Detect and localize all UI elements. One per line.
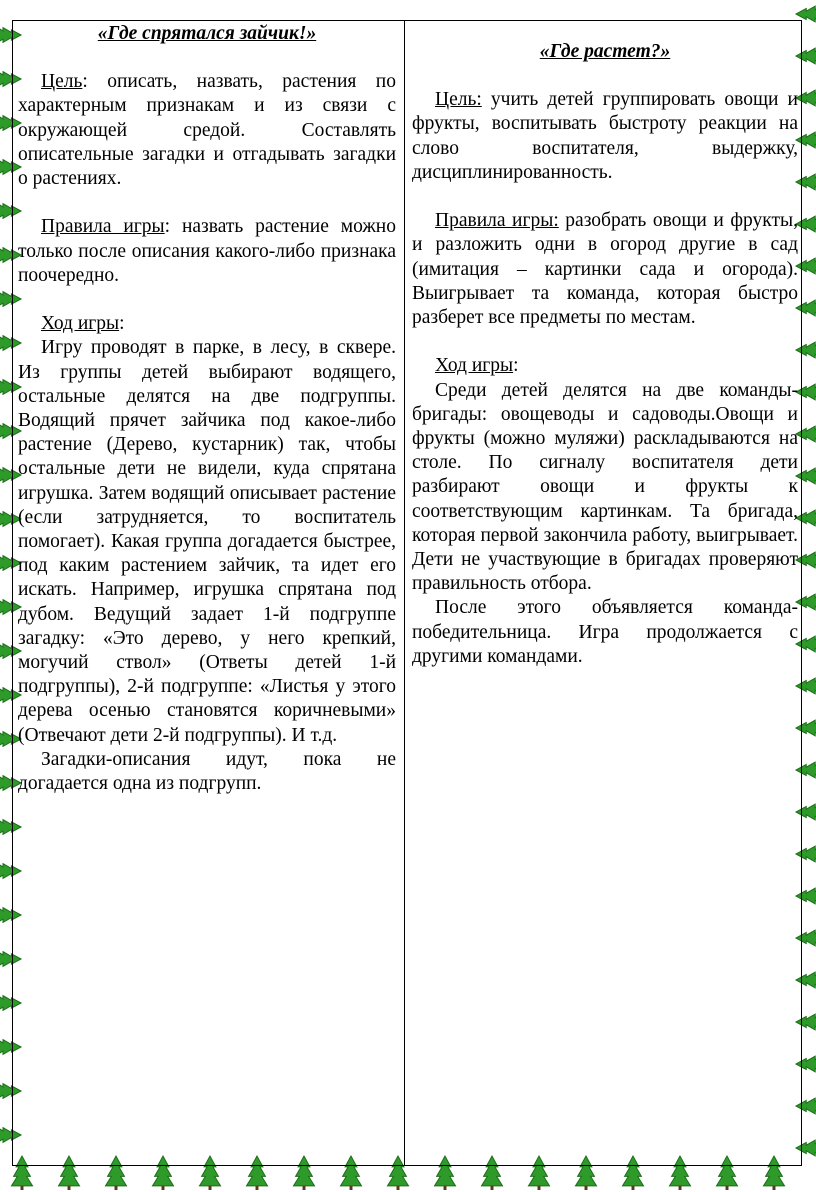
- course-heading-right: [412, 354, 798, 378]
- course-paragraph-1-left: Игру проводят в парке, в лесу, в сквере. Из группы детей выбирают водящего, остальные делятся на две подгруппы. Водящий прячет зайчика под какое-либо растение (Дерево, кустарник) так, чтобы остальные дети не видели, куда спрятана игрушка. Затем водящий описывает растение (если затрудняется, то воспитатель помогает). Какая группа догадается быстрее, под каким растением зайчик, та идет его искать. Например, игрушка спрятана под дубом. Ведущий задает 1-й подгруппе загадку: «Это дерево, у него крепкий, могучий ствол» (Ответы детей 1-й подгруппы), 2-й подгруппе: «Листья у этого дерева осенью становятся коричневыми» (Отвечают дети 2-й подгруппы). И т.д.: [18, 337, 396, 746]
- rules-label-left: Правила игры: [41, 216, 165, 238]
- rules-left: [18, 215, 396, 288]
- rules-label-right: Правила игры:: [435, 210, 559, 232]
- course-colon-left: :: [119, 313, 125, 335]
- course-label-right: Ход игры: [435, 355, 514, 377]
- course-paragraph-2-left: Загадки-описания идут, пока не догадается одна из подгрупп.: [18, 748, 396, 795]
- game-card-left: [18, 22, 396, 796]
- goal-left: [18, 70, 396, 191]
- column-divider: [404, 20, 405, 1166]
- goal-right: [412, 88, 798, 185]
- goal-text-left: : описать, назвать, растения по характерным признакам и из связи с окружающей средой. Составлять описательные загадки и отгадывать загадки о растениях.: [18, 71, 396, 190]
- rules-text-left: : назвать растение можно только после описания какого-либо признака поочередно.: [18, 216, 396, 286]
- course-label-left: Ход игры: [41, 313, 120, 335]
- goal-label-right: Цель:: [435, 89, 482, 111]
- goal-label-left: Цель: [41, 71, 83, 93]
- course-colon-right: :: [513, 355, 519, 377]
- rules-text-right: разобрать овощи и фрукты, и разложить одни в огород другие в сад (имитация – картинки сада и огорода). Выигрывает та команда, которая быстро разберет все предметы по местам.: [412, 210, 798, 329]
- course-heading-left: [18, 312, 396, 336]
- game-title-left: «Где спрятался зайчик!»: [97, 23, 317, 44]
- course-paragraph-1-right: Среди детей делятся на две команды-бригады: овощеводы и садоводы.Овощи и фрукты (можно муляжи) раскладываются на столе. По сигналу воспитателя дети разбирают овощи и фрукты к соответствующим картинкам. Та бригада, которая первой закончила работу, выигрывает. Дети не участвующие в бригадах проверяют правильность отбора.: [412, 379, 798, 595]
- game-title-right: «Где растет?»: [539, 41, 671, 62]
- rules-right: [412, 209, 798, 330]
- game-card-right: [412, 40, 798, 669]
- goal-text-right: учить детей группировать овощи и фрукты, воспитывать быстроту реакции на слово воспитателя, выдержку, дисциплинированность.: [412, 89, 798, 183]
- course-paragraph-2-right: После этого объявляется команда-победительница. Игра продолжается с другими командами.: [412, 597, 798, 667]
